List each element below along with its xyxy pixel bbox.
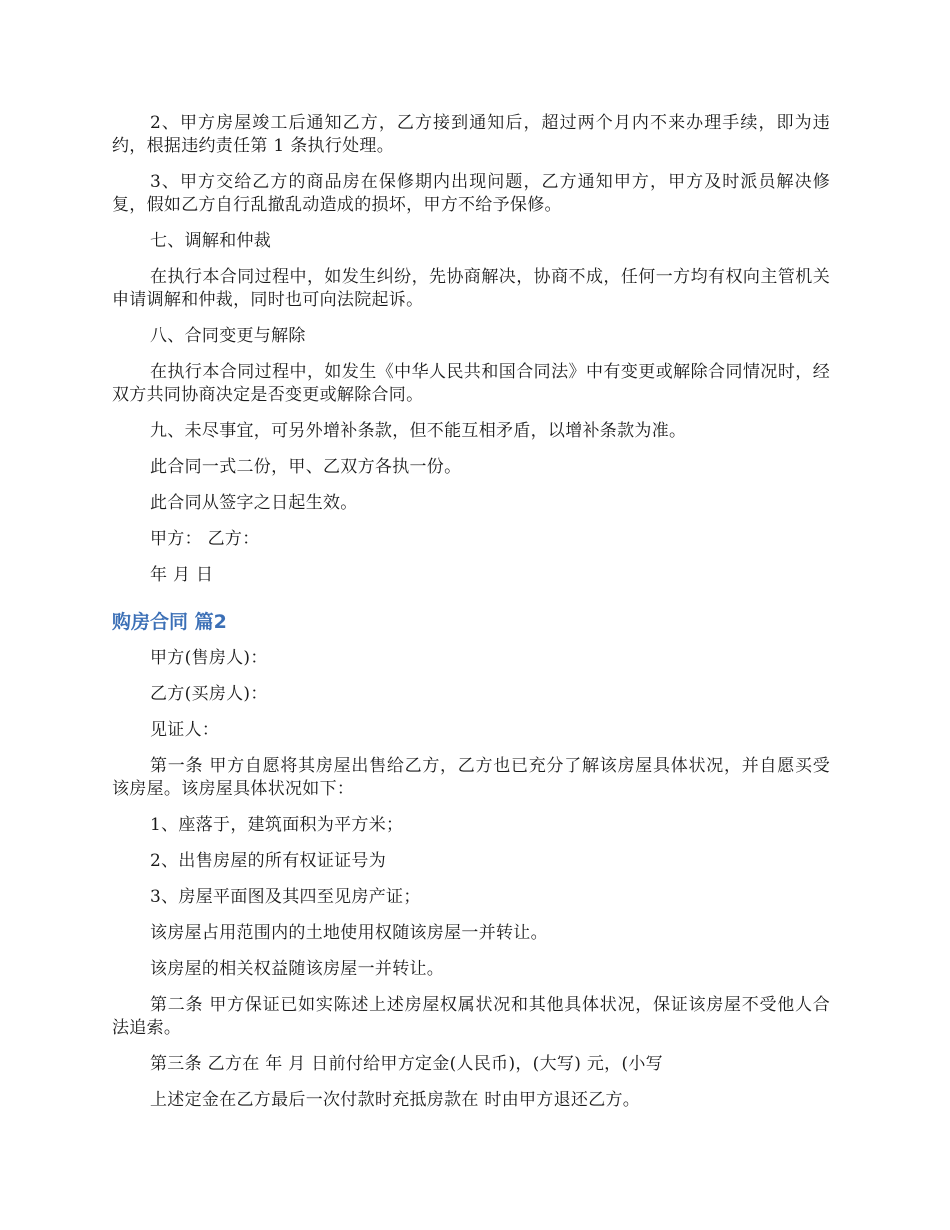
list-item: 2、出售房屋的所有权证证号为 <box>150 851 387 871</box>
section-title-mediation: 七、调解和仲裁 <box>150 231 272 251</box>
article-2: 第二条 甲方保证已如实陈述上述房屋权属状况和其他具体状况，保证该房屋不受他人合法追索。 <box>112 995 830 1038</box>
paragraph: 在执行本合同过程中，如发生纠纷，先协商解决，协商不成，任何一方均有权向主管机关申请调解和仲裁，同时也可向法院起诉。 <box>112 267 830 310</box>
witness-line: 见证人： <box>150 720 220 740</box>
paragraph: 2、甲方房屋竣工后通知乙方，乙方接到通知后，超过两个月内不来办理手续，即为违约，根据违约责任第 1 条执行处理。 <box>112 113 830 156</box>
article-3: 第三条 乙方在 年 月 日前付给甲方定金(人民币)，(大写) 元，(小写 <box>150 1054 663 1074</box>
section-title-amendment: 八、合同变更与解除 <box>150 326 306 346</box>
paragraph: 此合同从签字之日起生效。 <box>150 493 358 513</box>
document-page <box>112 112 830 1125</box>
date-line: 年 月 日 <box>150 565 214 585</box>
paragraph: 该房屋占用范围内的土地使用权随该房屋一并转让。 <box>150 923 548 943</box>
list-item: 1、座落于，建筑面积为平方米； <box>150 815 404 835</box>
section-2 <box>112 647 830 1112</box>
signature-line: 甲方： 乙方： <box>150 529 260 549</box>
paragraph: 上述定金在乙方最后一次付款时充抵房款在 时由甲方退还乙方。 <box>150 1090 641 1110</box>
article-1: 第一条 甲方自愿将其房屋出售给乙方，乙方也已充分了解该房屋具体状况，并自愿买受该房屋。该房屋具体状况如下： <box>112 756 830 799</box>
section-1 <box>112 112 830 587</box>
seller-line: 甲方(售房人)： <box>150 648 268 668</box>
paragraph: 该房屋的相关权益随该房屋一并转让。 <box>150 959 445 979</box>
section-heading: 购房合同 篇2 <box>112 611 227 633</box>
paragraph: 3、甲方交给乙方的商品房在保修期内出现问题，乙方通知甲方，甲方及时派员解决修复，假如乙方自行乱撤乱动造成的损坏，甲方不给予保修。 <box>112 172 830 215</box>
buyer-line: 乙方(买房人)： <box>150 684 268 704</box>
paragraph: 在执行本合同过程中，如发生《中华人民共和国合同法》中有变更或解除合同情况时，经双方共同协商决定是否变更或解除合同。 <box>112 362 830 405</box>
paragraph: 九、未尽事宜，可另外增补条款，但不能互相矛盾，以增补条款为准。 <box>150 421 687 441</box>
paragraph: 此合同一式二份，甲、乙双方各执一份。 <box>150 457 462 477</box>
list-item: 3、房屋平面图及其四至见房产证； <box>150 887 421 907</box>
